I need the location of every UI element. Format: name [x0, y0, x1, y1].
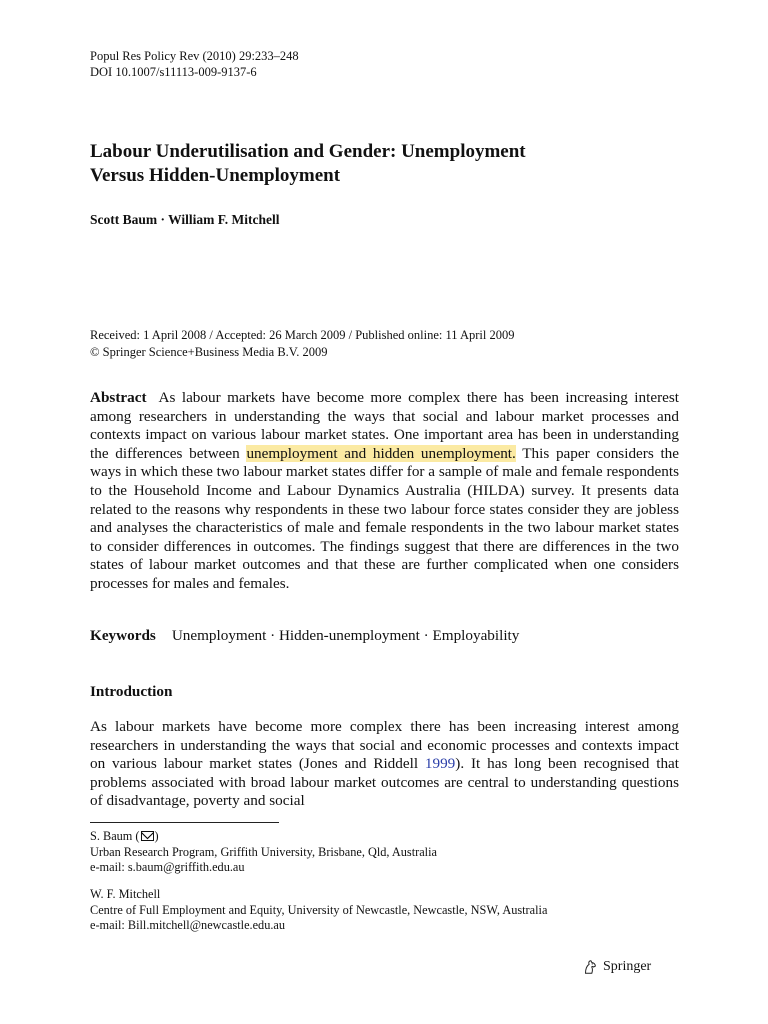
footnote-author-1-email[interactable]: e-mail: s.baum@griffith.edu.au — [90, 860, 245, 874]
paper-title — [90, 140, 690, 188]
envelope-icon[interactable] — [141, 831, 154, 841]
footnote-author-2-email[interactable]: e-mail: Bill.mitchell@newcastle.edu.au — [90, 918, 286, 932]
keywords-label: Keywords — [90, 627, 156, 644]
introduction-paragraph — [90, 718, 679, 811]
abstract-text-before: As labour markets have become more complex there has been increasing interest among researchers in understanding the ways that social and labour market processes and contexts impact on various labour market states. One important area has been in understanding the differences between — [90, 389, 679, 462]
publisher-logo — [581, 958, 651, 976]
publication-dates — [90, 327, 514, 361]
title-line-1: Labour Underutilisation and Gender: Unemployment — [90, 141, 526, 162]
footnote-author-1-affiliation: Urban Research Program, Griffith University, Brisbane, Qld, Australia — [90, 844, 437, 859]
keywords — [90, 627, 519, 645]
footnote-author-2-name: W. F. Mitchell — [90, 887, 161, 901]
footnote-author-1 — [90, 829, 437, 876]
intro-text-after: ). It has long been recognised that problems associated with broad labour market outcomes are central to understanding questions of disadvantage, poverty and social — [90, 755, 679, 810]
journal-citation: Popul Res Policy Rev (2010) 29:233–248 — [90, 49, 299, 63]
abstract-text-after: This paper considers the ways in which these two labour market states differ for a sample of male and female respondents to the Household Income and Labour Dynamics Australia (HILDA) survey. It presents data related to the reasons why respondents in these two labour force states consider they are jobless and analyses the characteristics of male and female respondents in the two labour market states to consider differences in outcomes. The findings suggest that there are differences in the two states of labour market outcomes and that these are further complicated when one considers processes for males and females. — [90, 444, 679, 592]
copyright-line: © Springer Science+Business Media B.V. 2009 — [90, 345, 328, 359]
abstract-highlight[interactable]: unemployment and hidden unemployment. — [246, 444, 516, 462]
footnote-author-2 — [90, 887, 547, 934]
citation-link[interactable]: 1999 — [424, 755, 456, 773]
doi[interactable]: DOI 10.1007/s11113-009-9137-6 — [90, 65, 257, 79]
received-accepted-published: Received: 1 April 2008 / Accepted: 26 March 2009 / Published online: 11 April 2009 — [90, 328, 515, 342]
intro-text-before: As labour markets have become more complex there has been increasing interest among researchers in understanding the ways that social and economic processes and contexts impact on various labour market states (Jones and Riddell — [90, 718, 679, 773]
abstract-label: Abstract — [90, 389, 147, 406]
keywords-text: Unemployment · Hidden-unemployment · Employability — [171, 627, 520, 644]
footnote-author-1-name: S. Baum ( — [90, 829, 140, 843]
abstract — [90, 389, 679, 594]
springer-horse-icon — [581, 958, 599, 976]
footnote-divider — [90, 822, 279, 823]
publisher-name: Springer — [603, 959, 652, 974]
author-list: Scott Baum · William F. Mitchell — [90, 212, 280, 227]
footnote-author-2-affiliation: Centre of Full Employment and Equity, University of Newcastle, Newcastle, NSW, Australia — [90, 902, 548, 917]
title-line-2: Versus Hidden-Unemployment — [90, 165, 341, 186]
footnote-author-1-name-close: ) — [154, 829, 159, 843]
section-heading-introduction: Introduction — [90, 683, 173, 700]
journal-header — [90, 48, 299, 80]
